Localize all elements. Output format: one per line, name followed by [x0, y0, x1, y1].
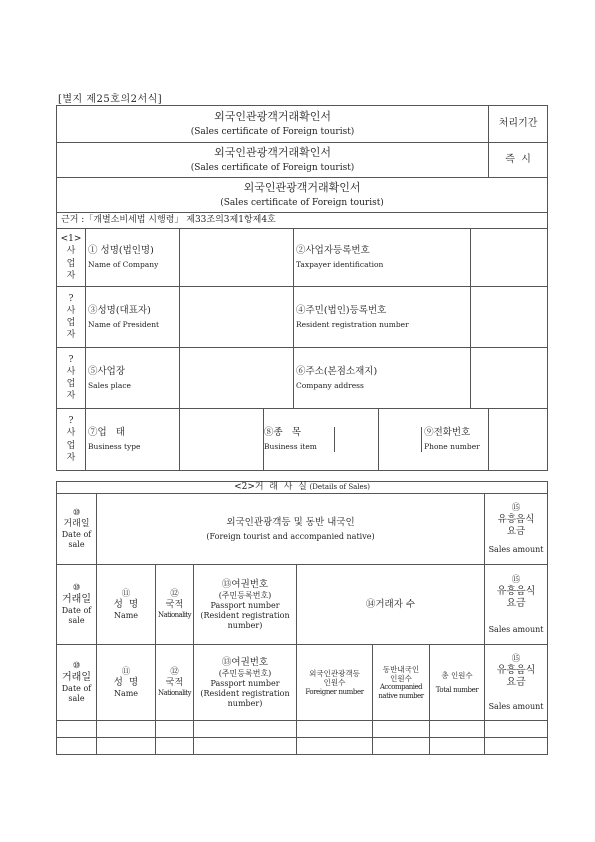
section1-side-label	[57, 409, 86, 471]
company-name-label	[86, 229, 180, 287]
resident-registration-field[interactable]	[471, 287, 548, 348]
label-ko: ⑬여권번호	[221, 656, 269, 668]
circled-number: ⑩	[72, 661, 81, 672]
business-item-field[interactable]	[335, 427, 378, 451]
total-count-cell[interactable]	[430, 738, 485, 755]
label-ko: 거래일	[62, 593, 91, 605]
section2-title-en: (Details of Sales)	[309, 483, 370, 491]
side-char: 사	[66, 366, 76, 377]
sales-place-label	[86, 348, 180, 409]
native-count-cell[interactable]	[373, 721, 430, 738]
side-char: ?	[68, 293, 74, 304]
label-en: number)	[227, 620, 263, 630]
table-row	[57, 738, 548, 755]
company-name-field[interactable]	[180, 229, 294, 287]
processing-period-label: 처리기간	[489, 106, 548, 143]
side-char: 자	[66, 330, 76, 341]
label-ko: (주민등록번호)	[218, 668, 272, 678]
side-char: 사	[66, 428, 76, 439]
section1-side-label	[57, 287, 86, 348]
company-address-field[interactable]	[471, 348, 548, 409]
title-row-1	[57, 106, 489, 143]
table-row	[57, 721, 548, 738]
side-char: 업	[66, 440, 76, 451]
label-ko: ④주민(법인)등록번호	[296, 304, 387, 316]
title-row-3	[57, 178, 548, 213]
label-en: sale	[68, 616, 85, 626]
circled-number: ⑪	[121, 666, 131, 677]
label-en: Date of	[61, 684, 92, 694]
title-korean: 외국인관광객거래확인서	[214, 146, 331, 159]
label-en: Total number	[435, 686, 479, 695]
business-item-cell	[264, 409, 379, 471]
label-en: (Resident registration	[200, 688, 290, 698]
label-en: Name of Company	[88, 260, 159, 270]
president-name-label	[86, 287, 180, 348]
nationality-cell[interactable]	[156, 721, 194, 738]
sales-amount-cell[interactable]	[485, 721, 548, 738]
name-header	[97, 565, 156, 645]
label-en: Date of	[61, 530, 92, 540]
label-ko: 인원수	[323, 678, 346, 688]
passport-header	[194, 645, 297, 721]
nationality-header	[156, 565, 194, 645]
label-en: Phone number	[424, 442, 480, 452]
label-ko: 유흥음식	[496, 664, 536, 676]
label-ko: 유흥음식	[496, 585, 536, 597]
circled-number: ⑩	[72, 583, 81, 594]
label-ko: 총 인원수	[441, 670, 473, 680]
label-en: Taxpayer identification	[296, 260, 384, 270]
label-en: Sales amount	[488, 545, 544, 555]
label-ko: (주민등록번호)	[218, 590, 272, 600]
label-en: number)	[227, 698, 263, 708]
native-count-cell[interactable]	[373, 738, 430, 755]
sales-amount-header	[485, 494, 548, 565]
tourist-header	[97, 494, 485, 565]
title-english: (Sales certificate of Foreign tourist)	[190, 126, 355, 137]
circled-number: ⑮	[511, 653, 521, 664]
label-ko: 요금	[506, 598, 526, 610]
side-char: ?	[68, 354, 74, 365]
sale-date-cell[interactable]	[57, 721, 97, 738]
taxpayer-id-field[interactable]	[471, 229, 548, 287]
circled-number: ⑮	[511, 503, 521, 514]
label-ko: ⑤사업장	[88, 365, 126, 377]
sales-details-table	[56, 481, 548, 755]
title-english: (Sales certificate of Foreign tourist)	[220, 197, 384, 208]
label-en: Name	[113, 689, 139, 698]
label-en: Passport number	[210, 600, 280, 610]
name-cell[interactable]	[97, 721, 156, 738]
label-en: Sales place	[88, 380, 131, 390]
sale-date-cell[interactable]	[57, 738, 97, 755]
label-en: Foreigner number	[305, 687, 364, 696]
resident-registration-label	[294, 287, 471, 348]
section1-side-label	[57, 348, 86, 409]
business-type-label	[86, 409, 180, 471]
label-ko: 인원수	[390, 674, 412, 683]
label-en: Passport number	[210, 678, 280, 688]
trader-count-header: ⑭거래자 수	[297, 565, 485, 645]
title-row-2	[57, 143, 489, 178]
circled-number: ⑮	[511, 574, 521, 585]
taxpayer-id-label	[294, 229, 471, 287]
side-char: ?	[68, 416, 74, 427]
passport-cell[interactable]	[194, 738, 297, 755]
label-ko: 유흥음식	[497, 513, 535, 525]
title-korean: 외국인관광객거래확인서	[243, 181, 361, 194]
foreigner-count-cell[interactable]	[297, 721, 373, 738]
label-en: Accompanied	[379, 683, 423, 692]
section2-title-ko: <2>거 래 사 실	[234, 482, 307, 492]
label-ko: 동반내국인	[382, 664, 420, 674]
side-char: 업	[66, 258, 76, 269]
side-char: 업	[66, 379, 76, 389]
sales-amount-header	[485, 565, 548, 645]
title-english: (Sales certificate of Foreign tourist)	[190, 162, 355, 173]
label-ko: ⑥주소(본점소재지)	[296, 365, 378, 377]
side-char: 사	[66, 246, 76, 257]
label-ko: 성 명	[113, 677, 139, 689]
label-en: Sales amount	[488, 624, 544, 634]
label-en: Business item	[264, 442, 317, 452]
sale-date-header	[57, 645, 97, 721]
sale-date-header	[57, 494, 97, 565]
section2-title	[57, 482, 548, 494]
form-number-label: [별지 제25호의2서식]	[58, 94, 163, 105]
label-en: Sales amount	[488, 701, 544, 711]
label-ko: ⑨전화번호	[424, 427, 471, 439]
label-en: Resident registration number	[296, 319, 409, 329]
side-char: 자	[66, 452, 76, 463]
label-ko: 거래일	[63, 518, 90, 529]
label-en: sale	[68, 694, 85, 704]
business-item-field-extra[interactable]	[379, 427, 421, 451]
label-ko: 외국인관광객등 및 동반 내국인	[226, 516, 355, 528]
label-en: Company address	[296, 380, 364, 390]
total-count-cell[interactable]	[430, 721, 485, 738]
label-en: native number	[378, 692, 424, 701]
nationality-cell[interactable]	[156, 738, 194, 755]
business-info-table	[56, 105, 548, 471]
side-char: <1>	[60, 234, 82, 245]
label-en: Nationality	[158, 689, 191, 698]
circled-number: ⑫	[170, 667, 179, 678]
phone-label	[421, 427, 488, 451]
sales-place-field[interactable]	[180, 348, 294, 409]
business-item-label	[234, 427, 335, 451]
label-en: Name of President	[88, 319, 160, 329]
label-ko: ⑦업 태	[88, 427, 125, 439]
side-char: 업	[66, 318, 76, 328]
label-ko: 요금	[506, 525, 526, 537]
processing-period-value: 즉 시	[489, 143, 548, 178]
label-en: sale	[68, 540, 85, 550]
name-cell[interactable]	[97, 738, 156, 755]
foreigner-count-cell[interactable]	[297, 738, 373, 755]
label-ko: 외국인관광객등	[309, 669, 360, 678]
total-count-header	[430, 645, 485, 721]
section1-side-label	[57, 229, 86, 287]
label-ko: 거래일	[62, 671, 91, 683]
label-ko: ③성명(대표자)	[88, 304, 151, 316]
label-ko: 국적	[165, 678, 184, 689]
label-ko: ⑧종 목	[264, 427, 301, 439]
label-en: (Resident registration	[200, 610, 290, 620]
label-ko: 요금	[506, 677, 526, 689]
president-name-field[interactable]	[180, 287, 294, 348]
legal-basis: 근거 :「개별소비세법 시행령」 제33조의3제1항제4호	[57, 213, 548, 229]
nationality-header	[156, 645, 194, 721]
label-en: Name	[113, 611, 139, 620]
phone-field[interactable]	[489, 409, 548, 471]
passport-header	[194, 565, 297, 645]
foreigner-count-header	[297, 645, 373, 721]
side-char: 자	[66, 270, 76, 281]
company-address-label	[294, 348, 471, 409]
circled-number: ⑫	[170, 589, 179, 600]
label-en: Date of	[61, 606, 92, 616]
label-en: Nationality	[158, 611, 191, 620]
phone-cell	[379, 409, 489, 471]
sales-amount-header	[485, 645, 548, 721]
label-ko: ① 성명(법인명)	[88, 245, 154, 257]
label-ko: ⑬여권번호	[221, 578, 269, 590]
sales-amount-cell[interactable]	[485, 738, 548, 755]
circled-number: ⑩	[72, 508, 81, 519]
side-char: 사	[66, 305, 76, 316]
circled-number: ⑪	[121, 588, 131, 599]
native-count-header	[373, 645, 430, 721]
label-ko: ②사업자등록번호	[296, 245, 370, 257]
passport-cell[interactable]	[194, 721, 297, 738]
label-ko: 성 명	[113, 599, 139, 611]
sale-date-header	[57, 565, 97, 645]
title-korean: 외국인관광객거래확인서	[214, 110, 331, 123]
side-char: 자	[66, 391, 76, 402]
name-header	[97, 645, 156, 721]
label-en: Business type	[88, 442, 141, 452]
label-ko: 국적	[165, 600, 184, 611]
label-en: (Foreign tourist and accompanied native)	[206, 531, 375, 541]
